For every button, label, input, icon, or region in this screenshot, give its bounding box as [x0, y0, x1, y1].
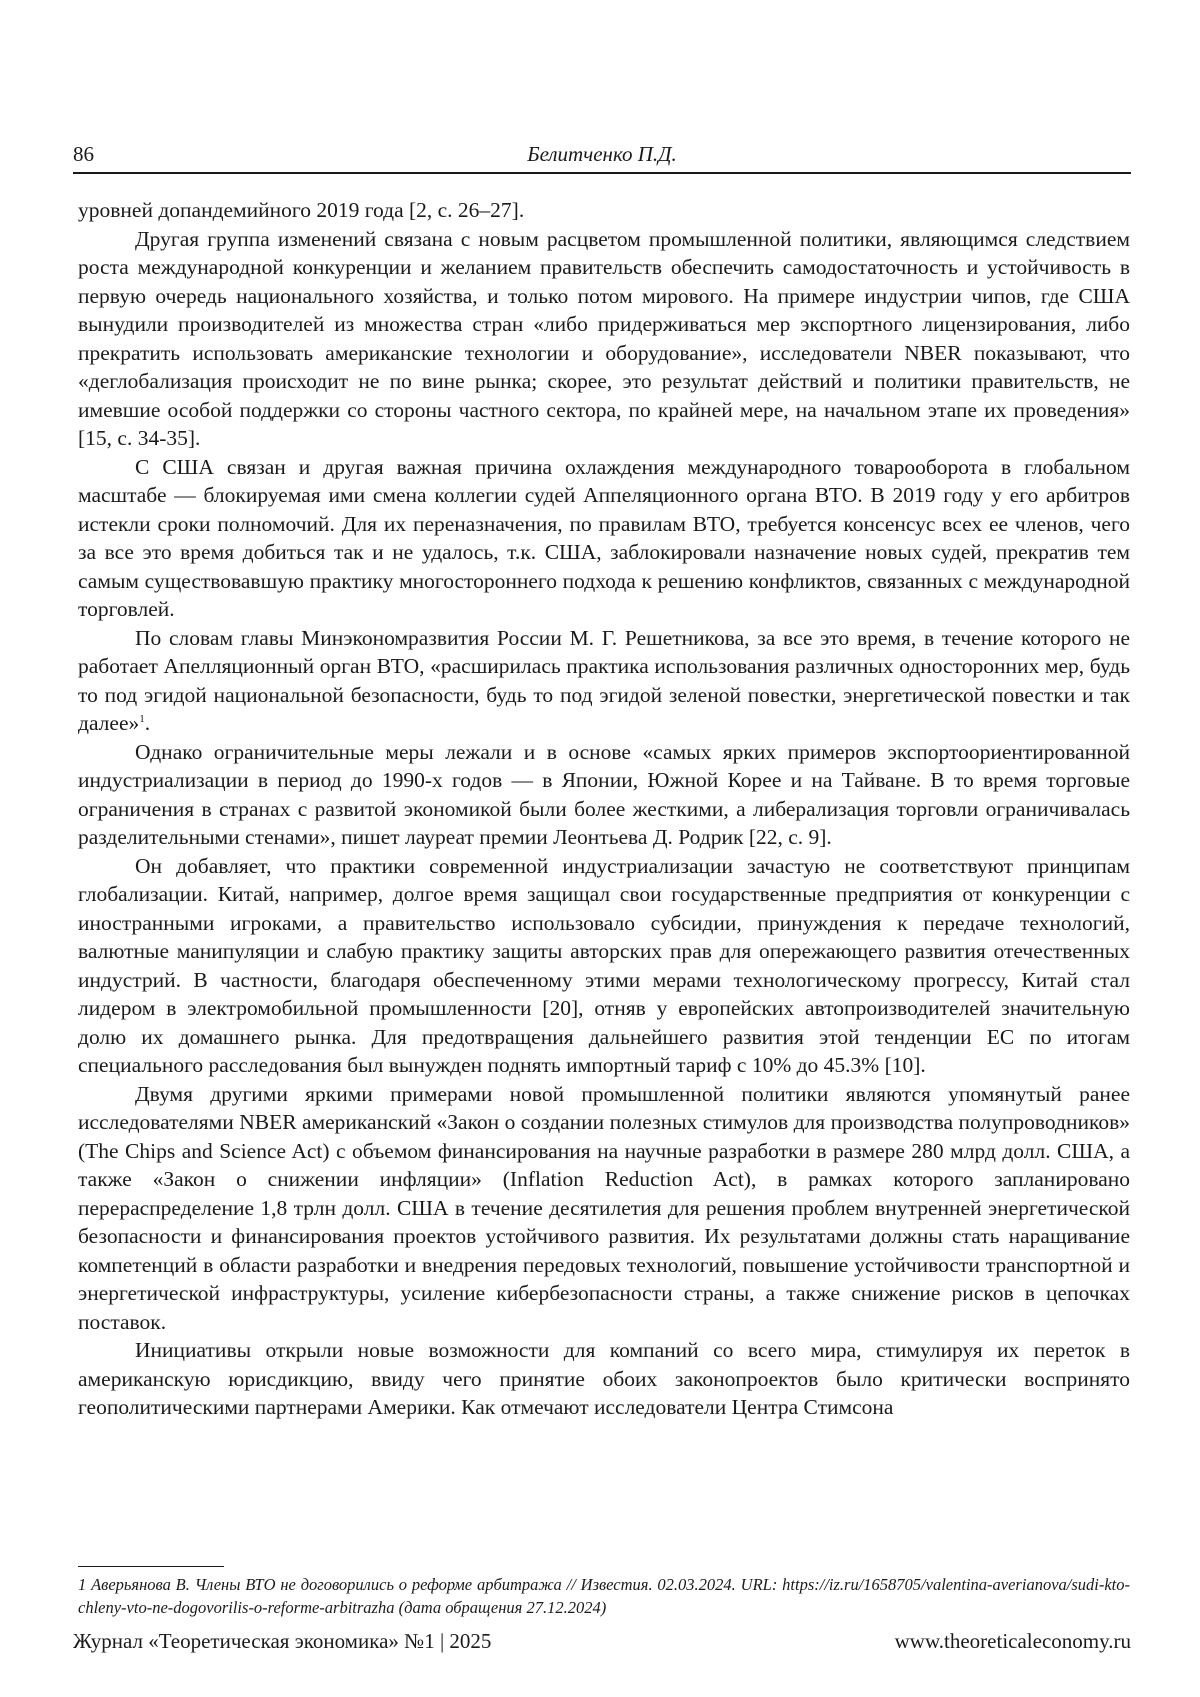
paragraph: Однако ограничительные меры лежали и в основе «самых ярких примеров экспортоориентированной индустриализации в период до 1990-х годов — в Японии, Южной Корее и на Тайване. В то время торговые ограничения в странах с развитой экономикой были более жесткими, а либерализация торговли ограничивалась разделительными стенами», пишет лауреат премии Леонтьева Д. Родрик [22, с. 9]. — [78, 739, 1130, 849]
page-header — [73, 142, 1131, 174]
paragraph: уровней допандемийного 2019 года [2, с. 26–27]. — [78, 198, 525, 222]
paragraph: Двумя другими яркими примерами новой промышленной политики являются упомянутый ранее исследователями NBER американский «Закон о создании полезных стимулов для производства полупроводников» (The Chips and Science Act) с объемом финансирования на научные разработки в размере 280 млрд долл. США, а также «Закон о снижении инфляции» (Inflation Reduction Act), в рамках которого запланировано перераспределение 1,8 трлн долл. США в течение десятилетия для решения проблем внутренней энергетической безопасности и финансирования проектов устойчивого развития. Их результатами должны стать наращивание компетенций в области разработки и внедрения передовых технологий, повышение устойчивости транспортной и энергетической инфраструктуры, усиление кибербезопасности страны, а также снижение рисков в цепочках поставок. — [78, 1081, 1130, 1334]
paragraph: Инициативы открыли новые возможности для компаний со всего мира, стимулируя их переток в американскую юрисдикцию, ввиду чего принятие обоих законопроектов было критически воспринято геополитическими партнерами Америки. Как отмечают исследователи Центра Стимсона — [78, 1338, 1130, 1419]
footnote-divider — [78, 1566, 224, 1567]
paragraph: Он добавляет, что практики современной индустриализации зачастую не соответствуют принципам глобализации. Китай, например, долгое время защищал свои государственные предприятия от конкуренции с иностранными игроками, а правительство использовало субсидии, принуждения к передаче технологий, валютные манипуляции и слабую практику защиты авторских прав для опережающего развития отечественных индустрий. В частности, благодаря обеспеченному этими мерами технологическому прогрессу, Китай стал лидером в электромобильной промышленности [20], отняв у европейских автопроизводителей значительную долю их домашнего рынка. Для предотвращения дальнейшего развития этой тенденции ЕС по итогам специального расследования был вынужден поднять импортный тариф с 10% до 45.3% [10]. — [78, 853, 1130, 1077]
footnote: 1 Аверьянова В. Члены ВТО не договорились о реформе арбитража // Известия. 02.03.2024. URL: https://iz.ru/1658705/valentina-averianova/sudi-kto-chleny-vto-ne-dogovorilis-o-reforme-arbitrazha (дата обращения 27.12.2024) — [78, 1575, 1130, 1617]
paragraph-text: По словам главы Минэкономразвития России М. Г. Решетникова, за все это время, в течение которого не работает Апелляционный орган ВТО, «расширилась практика использования различных односторонних мер, будь то под эгидой национальной безопасности, будь то под эгидой зеленой повестки, энергетической повестки и так далее» — [78, 625, 1130, 735]
paragraph: Другая группа изменений связана с новым расцветом промышленной политики, являющимся следствием роста международной конкуренции и желанием правительств обеспечить самодостаточность и устойчивость в первую очередь национального хозяйства, и только потом мирового. На примере индустрии чипов, где США вынудили производителей из множества стран «либо придерживаться мер экспортного лицензирования, либо прекратить использовать американские технологии и оборудование», исследователи NBER показывают, что «деглобализация происходит не по вине рынка; скорее, это результат действий и политики правительств, не имевшие особой поддержки со стороны частного сектора, по крайней мере, на начальном этапе их проведения» [15, с. 34-35]. — [78, 226, 1130, 450]
running-head-author: Белитченко П.Д. — [527, 142, 677, 166]
paragraph: С США связан и другая важная причина охлаждения международного товарооборота в глобальном масштабе — блокируемая ими смена коллегии судей Аппеляционного органа ВТО. В 2019 году у его арбитров истекли сроки полномочий. Для их переназначения, по правилам ВТО, требуется консенсус всех ее членов, чего за все это время добиться так и не удалось, т.к. США, заблокировали назначение новых судей, прекратив тем самым существовавшую практику многостороннего подхода к решению конфликтов, связанных с международной торговлей. — [78, 454, 1130, 621]
journal-url-link[interactable]: www.theoreticaleconomy.ru — [894, 1629, 1131, 1653]
journal-name: Журнал «Теоретическая экономика» №1 | 2025 — [73, 1629, 492, 1653]
page-number: 86 — [73, 142, 94, 166]
paragraph-end-punctuation: . — [144, 711, 151, 735]
footnote-reference[interactable]: 1 — [139, 712, 145, 725]
paragraph — [78, 624, 1130, 738]
page-footer — [73, 1629, 1131, 1659]
article-body — [78, 196, 1130, 1422]
